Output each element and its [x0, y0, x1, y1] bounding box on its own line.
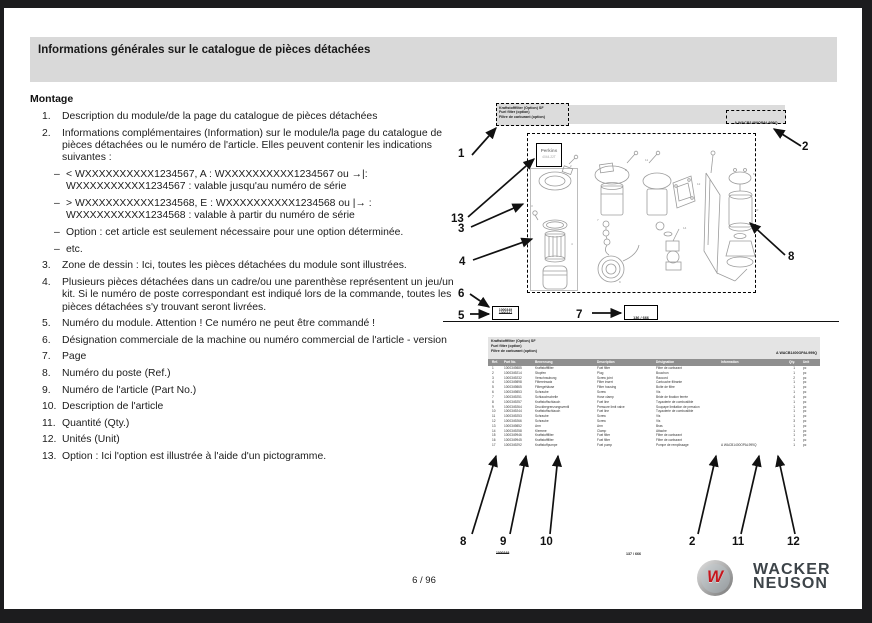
parts-cell-en: Clamp: [597, 428, 607, 433]
figure-divider-rule: [443, 321, 839, 322]
parts-cell-de: Kraftstofffilter: [535, 433, 554, 438]
parts-cell-fr: Boîte de filtre: [656, 385, 675, 390]
wordmark-line1: WACKER: [753, 561, 831, 578]
list-text: etc.: [66, 243, 83, 255]
list-subitem: [42, 227, 454, 239]
list-marker: 2.: [42, 127, 51, 139]
list-marker: 10.: [42, 401, 57, 413]
parts-cell-qty: 2: [793, 375, 795, 380]
parts-cell-part: 1000349898: [504, 380, 522, 385]
parts-cell-de: Arm: [535, 423, 541, 428]
parts-cell-part: 1000349258: [504, 428, 522, 433]
parts-cell-de: Kraftstofffilter: [535, 438, 554, 443]
parts-cell-en: Fuel line: [597, 399, 610, 404]
parts-cell-part: 1000349257: [504, 399, 522, 404]
list-item: [42, 385, 454, 397]
list-marker: 1.: [42, 111, 51, 122]
svg-text:11: 11: [645, 158, 649, 162]
parts-cell-en: Screw joint: [597, 375, 613, 380]
fig1-header-line2: Fuel filter (option): [499, 110, 530, 115]
fig2-header-band: [488, 337, 820, 359]
parts-cell-unit: pc: [803, 438, 807, 443]
parts-cell-en: Filter insert: [597, 380, 613, 385]
callout-8-top: 8: [788, 251, 795, 263]
parts-cell-de: Druckbegrenzungsventil: [535, 404, 570, 409]
wordmark-line2: NEUSON: [753, 574, 829, 592]
callout-12: 12: [787, 536, 800, 548]
fig1-page-number-box: [624, 305, 658, 320]
list-item: [42, 260, 454, 272]
list-item: [42, 351, 454, 363]
parts-cell-unit: pc: [803, 409, 807, 414]
parts-cell-qty: 1: [793, 399, 795, 404]
parts-cell-en: Arm: [597, 423, 603, 428]
list-subitem: [42, 198, 454, 223]
callout-1: 1: [458, 148, 465, 160]
list-marker: 3.: [42, 260, 51, 272]
list-marker: 11.: [42, 417, 56, 429]
parts-cell-unit: pc: [803, 423, 807, 428]
parts-cell-en: Fuel pump: [597, 443, 613, 447]
parts-cell-fr: Filtre de carburant: [656, 433, 682, 438]
parts-cell-en: Fuel filter: [597, 366, 611, 370]
fig2-page-number: 137 / 666: [626, 552, 641, 556]
parts-cell-unit: pc: [803, 443, 807, 447]
list-text: Numéro du module. Attention ! Ce numéro ne peut être commandé !: [62, 318, 376, 330]
fig1-parts-illustration: [527, 133, 759, 293]
parts-cell-en: Fuel line: [597, 409, 610, 414]
parts-cell-de: Filtergehäuse: [535, 385, 555, 390]
list-text: Numéro du poste (Ref.): [62, 367, 171, 379]
parts-cell-fr: Cartouche filtrante: [656, 380, 683, 385]
parts-table-header: [488, 359, 820, 366]
parts-cell-de: Schraube: [535, 418, 549, 423]
parts-cell-part: 1000349853: [504, 390, 522, 395]
callout-10: 10: [540, 536, 553, 548]
fig2-module-note: 1000349: [496, 551, 510, 555]
parts-cell-fr: Vis: [656, 414, 661, 419]
parts-cell-de: Kraftstoffpumpe: [535, 443, 558, 447]
callout-2: 2: [802, 141, 809, 153]
parts-cell-en: Screw: [597, 414, 606, 419]
parts-cell-ref: 5: [492, 385, 494, 390]
parts-cell-qty: 1: [793, 380, 795, 385]
callout-2-bottom: 2: [689, 536, 696, 548]
parts-cell-unit: pc: [803, 433, 807, 438]
parts-cell-qty: 1: [793, 370, 795, 375]
fig1-version-code: A WACB1400OPAL999Q: [734, 121, 778, 125]
instruction-list: [42, 111, 454, 468]
wacker-neuson-wordmark: [753, 563, 831, 590]
list-text: Plusieurs pièces détachées dans un cadre/ou une parenthèse représentent un jeu/un kit. Si le numéro de poste correspondant est indiqué lors de la commande, toutes les pièces détachées s'y trouvant seront livrées.: [62, 276, 454, 313]
parts-cell-fr: Bras: [656, 423, 663, 428]
parts-cell-fr: Soupape limitation de pression: [656, 404, 700, 409]
callout-3: 3: [458, 223, 465, 235]
parts-cell-fr: Tuyauterie de combustible: [656, 409, 694, 414]
list-text: Désignation commerciale de la machine ou numéro commercial de l'article - version: [62, 334, 447, 346]
parts-cell-qty: 1: [793, 366, 795, 370]
parts-cell-qty: 1: [793, 414, 795, 419]
parts-cell-en: Pressure limit valve: [597, 404, 625, 409]
parts-cell-part: 1000349945: [504, 438, 522, 443]
parts-cell-fr: Pompe de remplissage: [656, 443, 689, 447]
svg-text:8: 8: [625, 168, 627, 172]
parts-cell-de: Schlauchschelle: [535, 394, 559, 399]
parts-col-header: Unit: [803, 360, 810, 364]
callout-7: 7: [576, 309, 583, 321]
callout-5: 5: [458, 310, 465, 322]
parts-cell-fr: Vis: [656, 390, 661, 395]
parts-cell-part: 1000349232: [504, 375, 522, 380]
parts-cell-en: Hose clamp: [597, 394, 614, 399]
fig1-module-number: 1000349: [498, 307, 513, 312]
list-marker: –: [54, 169, 60, 180]
logo-w-letter: W: [706, 567, 724, 586]
parts-cell-de: Klemme: [535, 428, 547, 433]
callout-8-bottom: 8: [460, 536, 467, 548]
callout-4: 4: [459, 256, 466, 268]
list-marker: –: [54, 198, 60, 209]
list-item: [42, 318, 454, 330]
page-title: Informations générales sur le catalogue de pièces détachées: [38, 44, 371, 56]
parts-cell-fr: Vis: [656, 418, 661, 423]
parts-cell-de: Schraube: [535, 390, 549, 395]
parts-table-rows: [488, 366, 820, 448]
list-text: Unités (Unit): [62, 434, 120, 446]
list-text: Description de l'article: [62, 401, 164, 413]
parts-cell-de: Kraftstoffschlauch: [535, 399, 561, 404]
parts-cell-fr: Tuyauterie de combustible: [656, 399, 694, 404]
fig2-header-line2: Fuel filter (option): [491, 344, 522, 348]
parts-cell-unit: pc: [803, 375, 807, 380]
parts-cell-en: Fuel filter: [597, 433, 611, 438]
parts-col-header: Qty.: [789, 360, 795, 364]
fig2-version-code: A WACB1400OPAL999Q: [776, 351, 817, 355]
list-item: [42, 128, 454, 165]
document-page: [4, 8, 862, 609]
list-marker: 8.: [42, 367, 51, 379]
parts-cell-en: Screw: [597, 418, 606, 423]
parts-cell-de: Schraube: [535, 414, 549, 419]
fig1-version-code-box: [726, 110, 786, 124]
parts-cell-de: Stopfen: [535, 370, 546, 375]
parts-cell-ref: 1: [492, 366, 494, 370]
parts-cell-en: Filter housing: [597, 385, 617, 390]
list-item: [42, 418, 454, 430]
parts-cell-de: Kraftstofffilter: [535, 366, 554, 370]
svg-text:6: 6: [753, 172, 755, 176]
list-item: [42, 451, 454, 463]
parts-cell-part: 1000349865: [504, 385, 522, 390]
parts-cell-part: 1000349266: [504, 418, 522, 423]
parts-cell-unit: pc: [803, 418, 807, 423]
list-text: Numéro de l'article (Part No.): [62, 384, 197, 396]
svg-text:9: 9: [619, 280, 621, 284]
svg-text:10: 10: [755, 208, 759, 212]
document-page-number: 6 / 96: [412, 575, 436, 586]
logo-inner-circle: [701, 564, 730, 593]
parts-cell-unit: pc: [803, 366, 807, 370]
parts-cell-part: 1000349885: [504, 366, 522, 370]
callout-6: 6: [458, 288, 465, 300]
parts-cell-part: 1000349253: [504, 414, 522, 419]
parts-cell-ref: 3: [492, 375, 494, 380]
parts-cell-qty: 1: [793, 390, 795, 395]
parts-cell-unit: pc: [803, 414, 807, 419]
svg-text:7: 7: [597, 218, 599, 222]
parts-cell-en: Screw: [597, 390, 606, 395]
parts-cell-ref: 10: [492, 409, 496, 414]
list-item: [42, 434, 454, 446]
parts-cell-fr: Attache: [656, 428, 667, 433]
parts-col-header: Benennung: [535, 360, 553, 364]
list-text: Option : Ici l'option est illustrée à l'aide d'un pictogramme.: [62, 450, 327, 462]
fig1-header-line1: Kraftstofffilter (Option) SF: [499, 105, 544, 110]
list-text: Description du module/de la page du catalogue de pièces détachées: [62, 111, 378, 122]
parts-cell-unit: pc: [803, 428, 807, 433]
list-item: [42, 368, 454, 380]
list-subitem: [42, 244, 454, 256]
list-marker: –: [54, 227, 60, 238]
parts-cell-ref: 11: [492, 414, 496, 419]
parts-cell-qty: 1: [793, 409, 795, 414]
parts-cell-unit: pc: [803, 380, 807, 385]
fig2-table-page: [488, 337, 820, 563]
parts-cell-ref: 13: [492, 423, 496, 428]
parts-cell-unit: pc: [803, 394, 807, 399]
list-text: Zone de dessin : Ici, toutes les pièces détachées du module sont illustrées.: [62, 260, 407, 272]
parts-cell-ref: 7: [492, 394, 494, 399]
parts-cell-qty: 1: [793, 423, 795, 428]
parts-col-header: Désignation: [656, 360, 675, 364]
svg-text:2: 2: [570, 164, 572, 168]
parts-cell-qty: 1: [793, 443, 795, 447]
list-marker: 6.: [42, 334, 51, 346]
callout-9: 9: [500, 536, 507, 548]
fig1-pictogram-brand: Perkins: [540, 148, 558, 153]
parts-cell-part: 1000349852: [504, 423, 522, 428]
parts-cell-qty: 4: [793, 394, 795, 399]
list-item: [42, 111, 454, 123]
callout-11: 11: [732, 536, 745, 548]
parts-cell-qty: 1: [793, 404, 795, 409]
parts-cell-en: Plug: [597, 370, 604, 375]
parts-cell-fr: Raccord: [656, 375, 668, 380]
parts-cell-ref: 15: [492, 433, 496, 438]
parts-cell-ref: 6: [492, 390, 494, 395]
parts-cell-part: 1000349251: [504, 394, 522, 399]
parts-cell-ref: 17: [492, 443, 496, 447]
svg-text:4: 4: [571, 242, 573, 246]
parts-cell-unit: pc: [803, 399, 807, 404]
parts-cell-qty: 3: [793, 418, 795, 423]
parts-cell-ref: 8: [492, 399, 494, 404]
parts-col-header: Part No.: [504, 360, 517, 364]
list-text: Quantité (Qty.): [62, 417, 130, 429]
fig1-page-number: 136 / 666: [633, 316, 649, 320]
parts-cell-qty: 1: [793, 438, 795, 443]
parts-cell-de: Kraftstoffschlauch: [535, 409, 561, 414]
fig2-header-line3: Filtre de carburant (option): [491, 349, 537, 353]
parts-cell-fr: Filtre de carburant: [656, 438, 682, 443]
parts-cell-en: Fuel filter: [597, 438, 611, 443]
parts-cell-info: A WACB1400OPAL999Q: [721, 443, 757, 447]
svg-text:14: 14: [683, 226, 687, 230]
parts-cell-part: 1000349292: [504, 443, 522, 447]
parts-col-header: Information: [721, 360, 739, 364]
fig2-header-line1: Kraftstofffilter (Option) SF: [491, 339, 536, 343]
parts-cell-ref: 2: [492, 370, 494, 375]
list-item: [42, 277, 454, 314]
parts-cell-de: Verschraubung: [535, 375, 557, 380]
parts-cell-ref: 14: [492, 428, 496, 433]
parts-cell-part: 1000349946: [504, 433, 522, 438]
parts-col-header: Ref.: [492, 360, 499, 364]
parts-row: [488, 443, 820, 448]
list-text: > WXXXXXXXXXX1234568, E : WXXXXXXXXXX1234568 ou |→ : WXXXXXXXXXX1234568 : valable à partir du numéro de série: [66, 198, 372, 222]
wacker-neuson-logo-icon: [697, 560, 733, 596]
fig1-module-number-old: 1000347: [498, 311, 513, 316]
parts-cell-unit: pc: [803, 404, 807, 409]
parts-cell-ref: 4: [492, 380, 494, 385]
list-marker: 13.: [42, 450, 57, 462]
list-marker: 5.: [42, 318, 51, 330]
parts-cell-qty: 1: [793, 385, 795, 390]
list-marker: 4.: [42, 276, 51, 288]
list-marker: –: [54, 243, 60, 255]
parts-cell-fr: Filtre de carburant: [656, 366, 682, 370]
list-text: < WXXXXXXXXXX1234567, A : WXXXXXXXXXX1234567 ou →|: WXXXXXXXXXX1234567 : valable jusqu'au numéro de série: [66, 169, 368, 193]
fig1-module-number-box: [492, 306, 519, 320]
list-subitem: [42, 169, 454, 194]
fig1-pictogram-model: 4044-22T: [542, 154, 556, 159]
section-heading: Montage: [30, 93, 74, 105]
parts-cell-part: 1000349264: [504, 404, 522, 409]
list-marker: 7.: [42, 351, 51, 363]
parts-cell-unit: pc: [803, 370, 807, 375]
list-text: Option : cet article est seulement nécessaire pour une option déterminée.: [66, 227, 404, 238]
parts-cell-ref: 9: [492, 404, 494, 409]
parts-col-header: Description: [597, 360, 615, 364]
svg-text:3: 3: [531, 204, 533, 208]
parts-cell-part: 1000349214: [504, 370, 522, 375]
parts-cell-fr: Bride de fixation ferrée: [656, 394, 689, 399]
parts-cell-ref: 12: [492, 418, 496, 423]
list-text: Page: [62, 351, 87, 363]
list-text: Informations complémentaires (Information) sur le module/la page du catalogue de pièces détachées ou le numéro de l'article. Elles peuvent contenir les indications suivantes :: [62, 127, 443, 164]
fig1-header-line3: Filtre de carburant (option): [499, 114, 545, 119]
parts-cell-ref: 16: [492, 438, 496, 443]
list-marker: 12.: [42, 434, 57, 446]
parts-cell-unit: pc: [803, 385, 807, 390]
callout-13: 13: [451, 213, 464, 225]
parts-cell-qty: 1: [793, 428, 795, 433]
list-item: [42, 335, 454, 347]
parts-cell-fr: Bouchon: [656, 370, 669, 375]
parts-cell-de: Filtereinsatz: [535, 380, 553, 385]
list-item: [42, 401, 454, 413]
fig1-header-box: [496, 103, 569, 126]
list-marker: 9.: [42, 384, 51, 396]
parts-cell-qty: 1: [793, 433, 795, 438]
parts-cell-part: 1000349244: [504, 409, 522, 414]
parts-cell-unit: pc: [803, 390, 807, 395]
svg-text:12: 12: [697, 182, 701, 186]
